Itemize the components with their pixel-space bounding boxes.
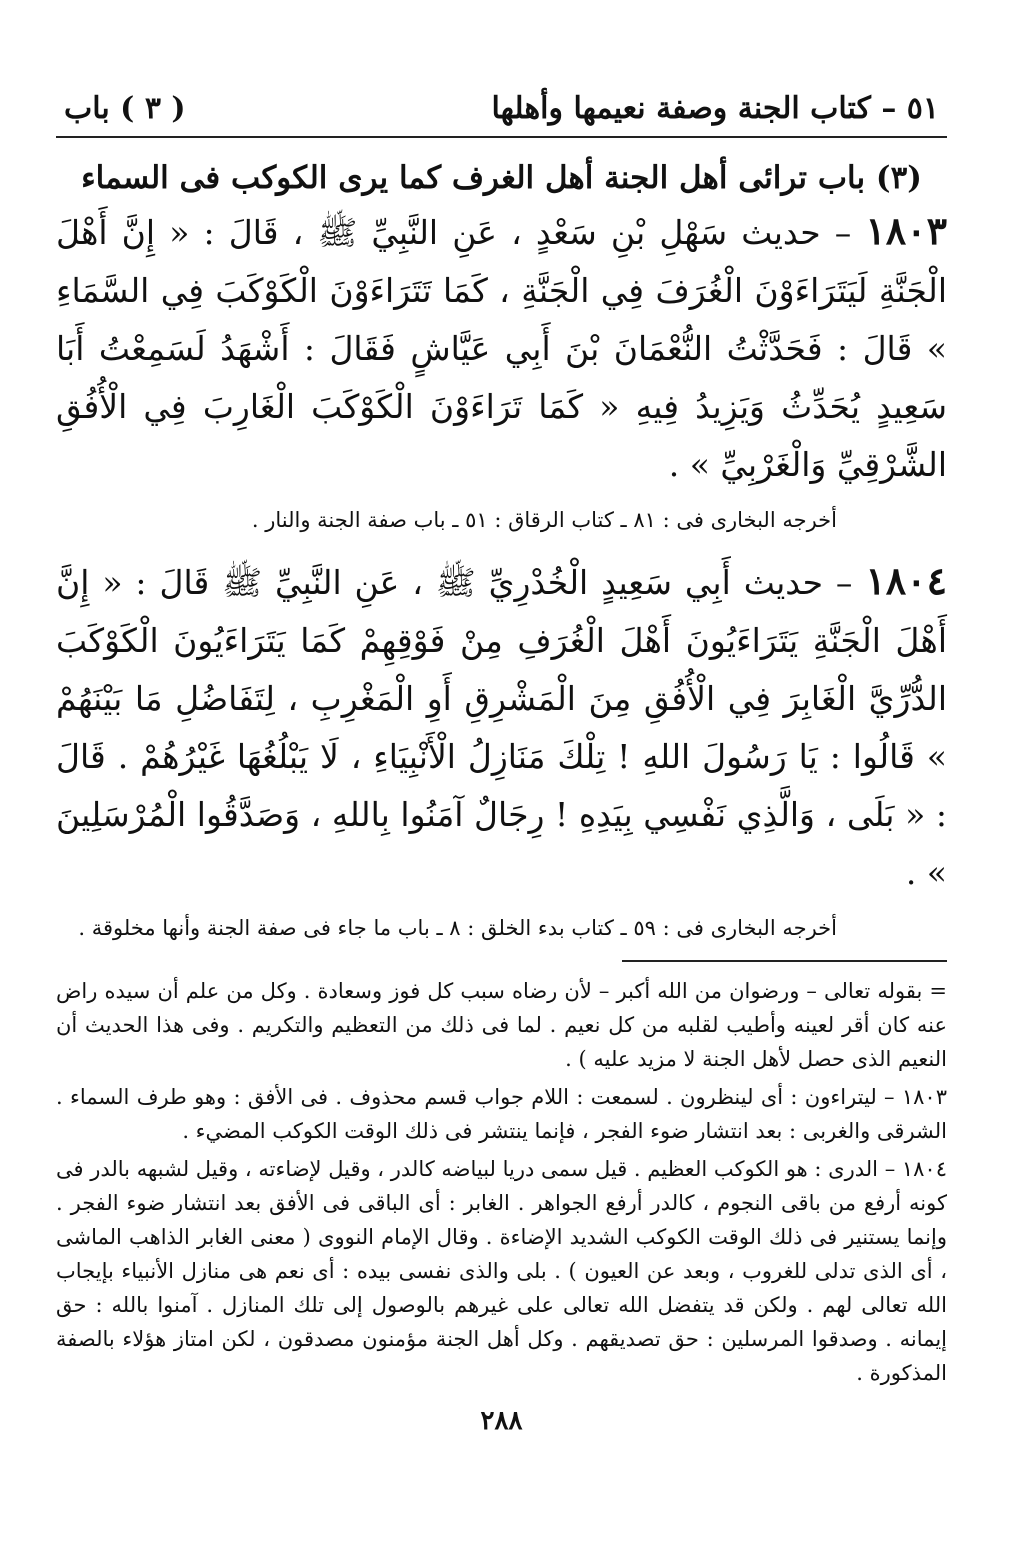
hadith-text	[56, 202, 947, 494]
header-chapter-title: ٥١ – كتاب الجنة وصفة نعيمها وأهلها	[491, 90, 939, 126]
footnote-rule	[622, 960, 947, 962]
hadith-text	[56, 552, 947, 902]
footnotes	[56, 974, 947, 1390]
hadith-number: ١٨٠٤	[865, 558, 947, 603]
hadith-source: أخرجه البخارى فى : ٨١ ـ كتاب الرقاق : ٥١ ـ باب صفة الجنة والنار .	[251, 508, 837, 532]
footnote-1804: ١٨٠٤ – الدرى : هو الكوكب العظيم . قيل سمى دريا لبياضه كالدر ، وقيل لإضاءته ، وقيل لشبهه بالدر فى كونه أرفع من باقى النجوم ، كالدر أرفع الجواهر . الغابر : أى الباقى فى الأفق بعد انتشار ضوء الفجر . وإنما يستنير فى ذلك الوقت الكوكب الشديد الإضاءة . وقال الإمام النووى ( معنى الغابر الذاهب الماشى ، أى الذى تدلى للغروب ، وبعد عن العيون ) . بلى والذى نفسى بيده : أى نعم هى منازل الأنبياء بإيجاب الله تعالى لهم . ولكن قد يتفضل الله تعالى على غيرهم بالوصول إلى تلك المنازل . آمنوا بالله : حق إيمانه . وصدقوا المرسلين : حق تصديقهم . وكل أهل الجنة مؤمنون مصدقون ، لكن امتاز هؤلاء بالصفة المذكورة .	[56, 1157, 947, 1385]
hadith-source: أخرجه البخارى فى : ٥٩ ـ كتاب بدء الخلق : ٨ ـ باب ما جاء فى صفة الجنة وأنها مخلوقة .	[78, 916, 837, 940]
footnote-continuation: = بقوله تعالى – ورضوان من الله أكبر – لأن رضاه سبب كل فوز وسعادة . وكل من علم أن سيده راض عنه كان أقر لعينه وأطيب لقلبه من كل نعيم . لما فى ذلك من التعظيم والتكريم . وفى هذا الحديث أن النعيم الذى حصل لأهل الجنة لا مزيد عليه ) .	[56, 979, 947, 1071]
header-rule	[56, 136, 947, 138]
hadith-block-2	[56, 552, 947, 940]
hadith-body: – حديث أَبِي سَعِيدٍ الْخُدْرِيِّ ﷺ ، عَنِ النَّبِيِّ ﷺ قَالَ : « إِنَّ أَهْلَ الْجَنَّةِ يَتَرَاءَيُونَ أَهْلَ الْغُرَفِ مِنْ فَوْقِهِمْ كَمَا يَتَرَاءَيُونَ الْكَوْكَبَ الدُّرِّيَّ الْغَابِرَ فِي الْأُفُقِ مِنَ الْمَشْرِقِ أَوِ الْمَغْرِبِ ، لِتَفَاضُلِ مَا بَيْنَهُمْ » قَالُوا : يَا رَسُولَ اللهِ ! تِلْكَ مَنَازِلُ الْأَنْبِيَاءِ ، لَا يَبْلُغُهَا غَيْرُهُمْ . قَالَ : « بَلَى ، وَالَّذِي نَفْسِي بِيَدِهِ ! رِجَالٌ آمَنُوا بِاللهِ ، وَصَدَّقُوا الْمُرْسَلِينَ » .	[56, 563, 947, 892]
page-number: ٢٨٨	[480, 1406, 523, 1436]
hadith-block-1	[56, 202, 947, 532]
hadith-number: ١٨٠٣	[865, 208, 947, 253]
header-section-label: ( ٣ ) باب	[64, 90, 186, 126]
chapter-title: (٣) باب ترائى أهل الجنة أهل الغرف كما يرى الكوكب فى السماء	[81, 160, 922, 196]
running-header	[56, 82, 947, 134]
hadith-body: – حديث سَهْلِ بْنِ سَعْدٍ ، عَنِ النَّبِيِّ ﷺ ، قَالَ : « إِنَّ أَهْلَ الْجَنَّةِ لَيَتَرَاءَوْنَ الْغُرَفَ فِي الْجَنَّةِ ، كَمَا تَتَرَاءَوْنَ الْكَوْكَبَ فِي السَّمَاءِ » قَالَ : فَحَدَّثْتُ النُّعْمَانَ بْنَ أَبِي عَيَّاشٍ فَقَالَ : أَشْهَدُ لَسَمِعْتُ أَبَا سَعِيدٍ يُحَدِّثُ وَيَزِيدُ فِيهِ « كَمَا تَرَاءَوْنَ الْكَوْكَبَ الْغَارِبَ فِي الْأُفُقِ الشَّرْقِيِّ وَالْغَرْبِيِّ » .	[56, 213, 947, 484]
footnote-1803: ١٨٠٣ – ليتراءون : أى لينظرون . لسمعت : اللام جواب قسم محذوف . فى الأفق : وهو طرف السماء . الشرقى والغربى : بعد انتشار ضوء الفجر ، فإنما ينتشر فى ذلك الوقت الكوكب المضيء .	[56, 1085, 947, 1143]
